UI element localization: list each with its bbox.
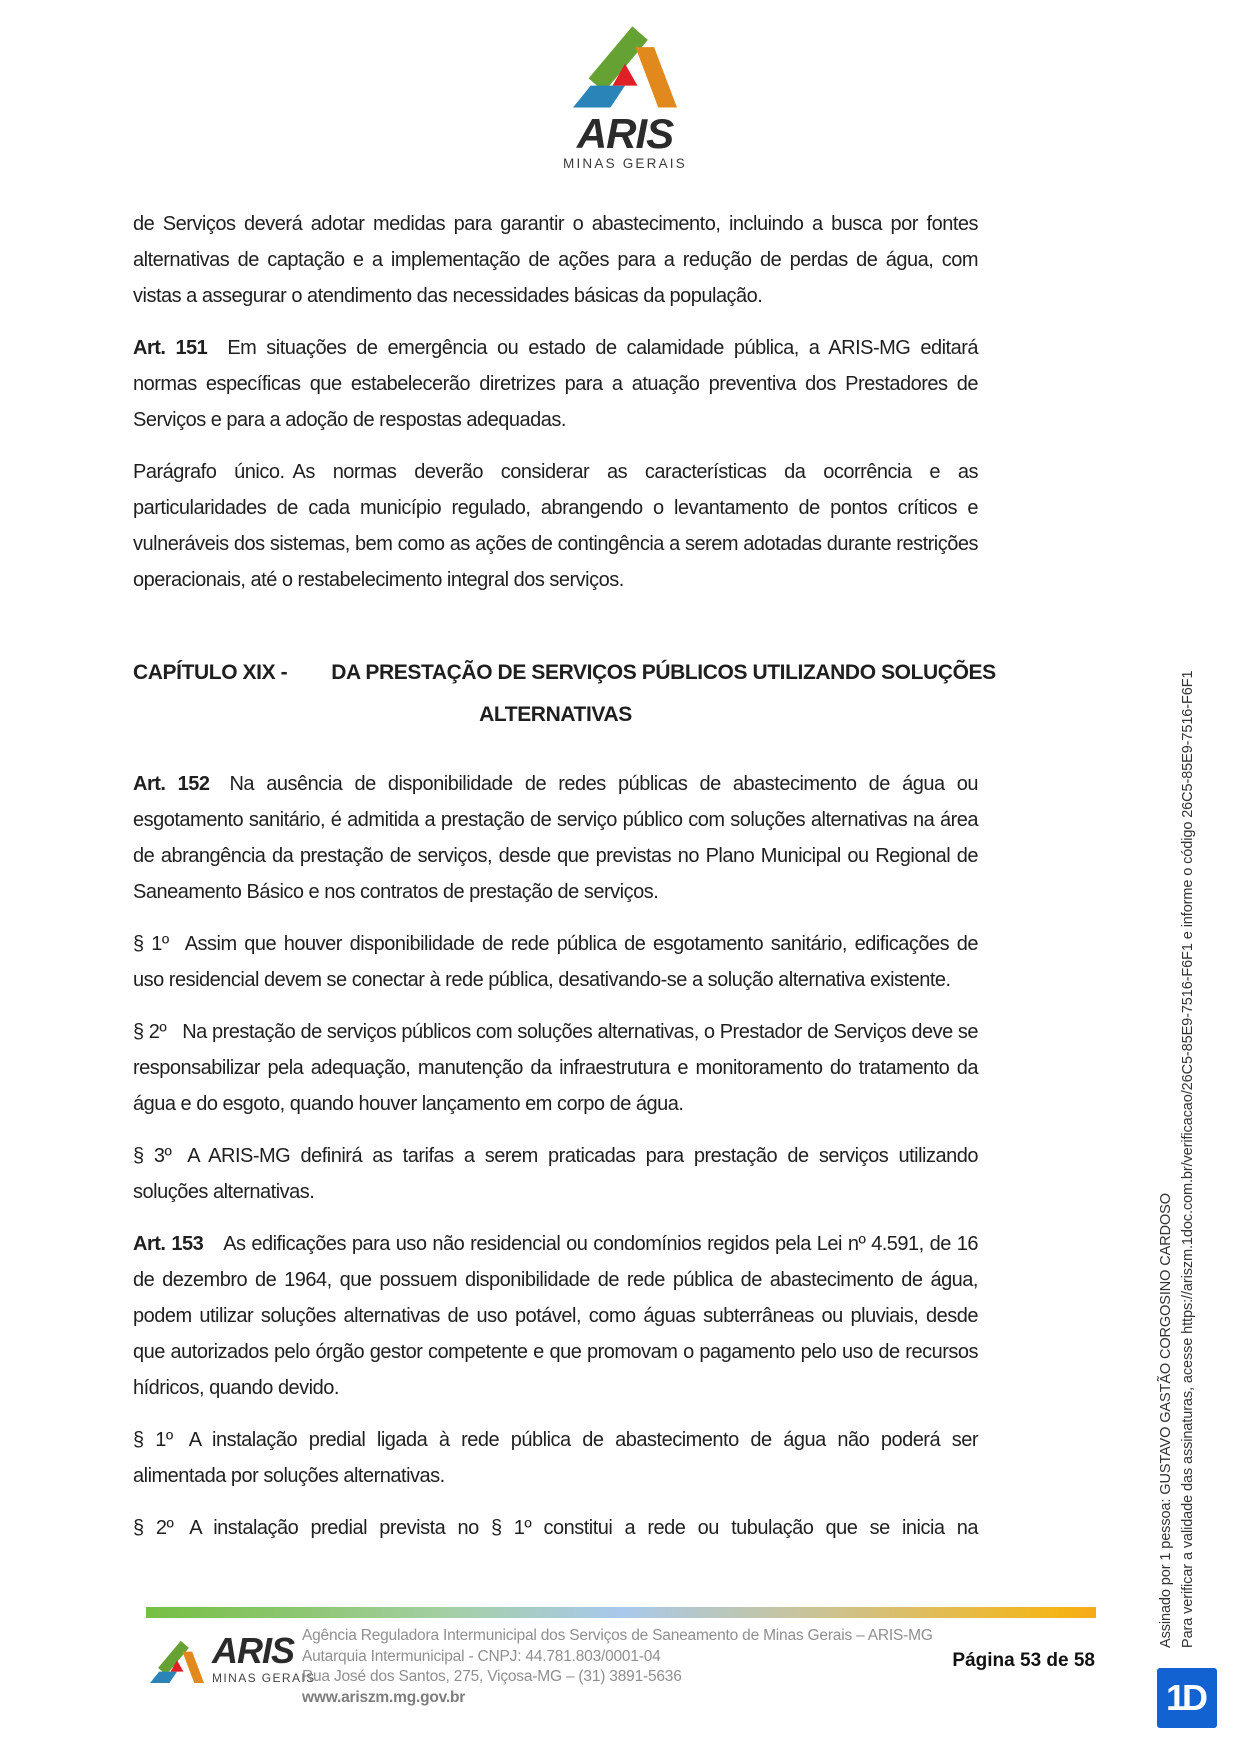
- article-label: Art. 152: [133, 773, 210, 795]
- paragraph-text: de Serviços deverá adotar medidas para garantir o abastecimento, incluindo a busca por fontes alternativas de captação e a implementação de ações para a redução de perdas de água, com vistas a assegurar o atendimento das necessidades básicas da população.: [133, 213, 978, 307]
- chapter-heading-line1: [133, 652, 996, 694]
- paragraph-text: As normas deverão considerar as características da ocorrência e as particularidades de cada município regulado, abrangendo o levantamento de pontos críticos e vulneráveis dos sistemas, bem como as ações de contingência a serem adotadas durante restrições operacionais, até o restabelecimento integral dos serviços.: [133, 461, 978, 591]
- footer-accent-bar: [146, 1607, 1096, 1618]
- paragraph-art-151: [133, 330, 978, 438]
- paragraph-152-p1: [133, 926, 978, 998]
- paragraph-153-p2: [133, 1510, 978, 1546]
- paragraph-art-152: [133, 766, 978, 910]
- logo-orange-stripe: [635, 47, 677, 107]
- paragraph-text: As edificações para uso não residencial ou condomínios regidos pela Lei nº 4.591, de 16 de dezembro de 1964, que possuem disponibilidade de rede pública de abastecimento de água, podem utilizar soluções alternativas de uso potável, como águas subterrâneas ou pluviais, desde que autorizados pelo órgão gestor competente e que promovam o pagamento pelo uso de recursos hídricos, quando devido.: [133, 1233, 978, 1399]
- document-body: [133, 206, 996, 1562]
- 1doc-logo-icon: [1157, 1668, 1217, 1728]
- logo-orange-stripe: [182, 1652, 204, 1683]
- chapter-heading-line2: ALTERNATIVAS: [479, 703, 632, 726]
- chapter-heading: [133, 652, 996, 736]
- article-label: Art. 151: [133, 337, 208, 359]
- paragraph-paragrafo-unico: [133, 454, 978, 598]
- chapter-title: DA PRESTAÇÃO DE SERVIÇOS PÚBLICOS UTILIZANDO SOLUÇÕES: [331, 661, 996, 684]
- paragraph-art-153: [133, 1226, 978, 1406]
- footer-logo-name: ARIS: [212, 1630, 295, 1671]
- paragraph-label: § 1º: [133, 933, 169, 955]
- article-label: Art. 153: [133, 1233, 204, 1255]
- paragraph-label: § 3º: [133, 1145, 172, 1167]
- footer-logo-subtitle: MINAS GERAIS: [212, 1671, 316, 1685]
- paragraph-text: Em situações de emergência ou estado de calamidade pública, a ARIS-MG editará normas específicas que estabelecerão diretrizes para a atuação preventiva dos Prestadores de Serviços e para a adoção de respostas adequadas.: [133, 337, 978, 431]
- signature-signer-line: Assinado por 1 pessoa: GUSTAVO GASTÃO CORGOSINO CARDOSO: [1158, 1193, 1174, 1648]
- paragraph-label: § 1º: [133, 1429, 173, 1451]
- logo-blue-stripe: [573, 86, 625, 108]
- paragraph-label: Parágrafo único.: [133, 461, 285, 483]
- signature-verification-line: Para verificar a validade das assinaturas, acesse https://ariszm.1doc.com.br/verificacao/26C5-85E9-7516-F6F1 e informe o código 26C5-85E9-7516-F6F1: [1180, 670, 1196, 1648]
- footer-org-cnpj: Autarquia Intermunicipal - CNPJ: 44.781.803/0001-04: [302, 1647, 661, 1665]
- footer-website: www.ariszm.mg.gov.br: [302, 1688, 466, 1706]
- paragraph-153-p1: [133, 1422, 978, 1494]
- paragraph-label: § 2º: [133, 1517, 174, 1539]
- aris-triangle-icon: [150, 1640, 204, 1686]
- aris-triangle-icon: [573, 26, 677, 112]
- paragraph-text: Na prestação de serviços públicos com soluções alternativas, o Prestador de Serviços deve se responsabilizar pela adequação, manutenção da infraestrutura e monitoramento do tratamento da água e do esgoto, quando houver lançamento em corpo de água.: [133, 1021, 979, 1115]
- logo-subtitle: MINAS GERAIS: [563, 156, 687, 171]
- paragraph-text: Assim que houver disponibilidade de rede pública de esgotamento sanitário, edificações de uso residencial devem se conectar à rede pública, desativando-se a solução alternativa existente.: [133, 933, 979, 991]
- page-number: Página 53 de 58: [952, 1650, 1095, 1671]
- paragraph-text: Na ausência de disponibilidade de redes públicas de abastecimento de água ou esgotamento sanitário, é admitida a prestação de serviço público com soluções alternativas na área de abrangência da prestação de serviços, desde que previstas no Plano Municipal ou Regional de Saneamento Básico e nos contratos de prestação de serviços.: [133, 773, 978, 903]
- paragraph-text: A instalação predial ligada à rede pública de abastecimento de água não poderá ser alimentada por soluções alternativas.: [133, 1429, 978, 1487]
- footer-org-address: Rua José dos Santos, 275, Viçosa-MG – (31) 3891-5636: [302, 1668, 682, 1685]
- paragraph-text: A ARIS-MG definirá as tarifas a serem praticadas para prestação de serviços utilizando soluções alternativas.: [133, 1145, 978, 1203]
- aris-logo: [540, 26, 710, 171]
- logo-blue-stripe: [150, 1672, 177, 1683]
- paragraph-152-p3: [133, 1138, 978, 1210]
- paragraph-label: § 2º: [133, 1021, 167, 1043]
- 1doc-logo-glyph: 1D: [1165, 1677, 1205, 1718]
- aris-footer-logo: [150, 1632, 315, 1686]
- logo-name: ARIS: [576, 110, 674, 157]
- paragraph-152-p2: [133, 1014, 978, 1122]
- footer-org-info: [302, 1626, 933, 1708]
- paragraph-text: A instalação predial prevista no § 1º constitui a rede ou tubulação que se inicia na: [189, 1517, 978, 1539]
- chapter-label: CAPÍTULO XIX -: [133, 661, 288, 684]
- footer-org-name: Agência Reguladora Intermunicipal dos Serviços de Saneamento de Minas Gerais – ARIS-MG: [302, 1627, 933, 1644]
- paragraph: [133, 206, 978, 314]
